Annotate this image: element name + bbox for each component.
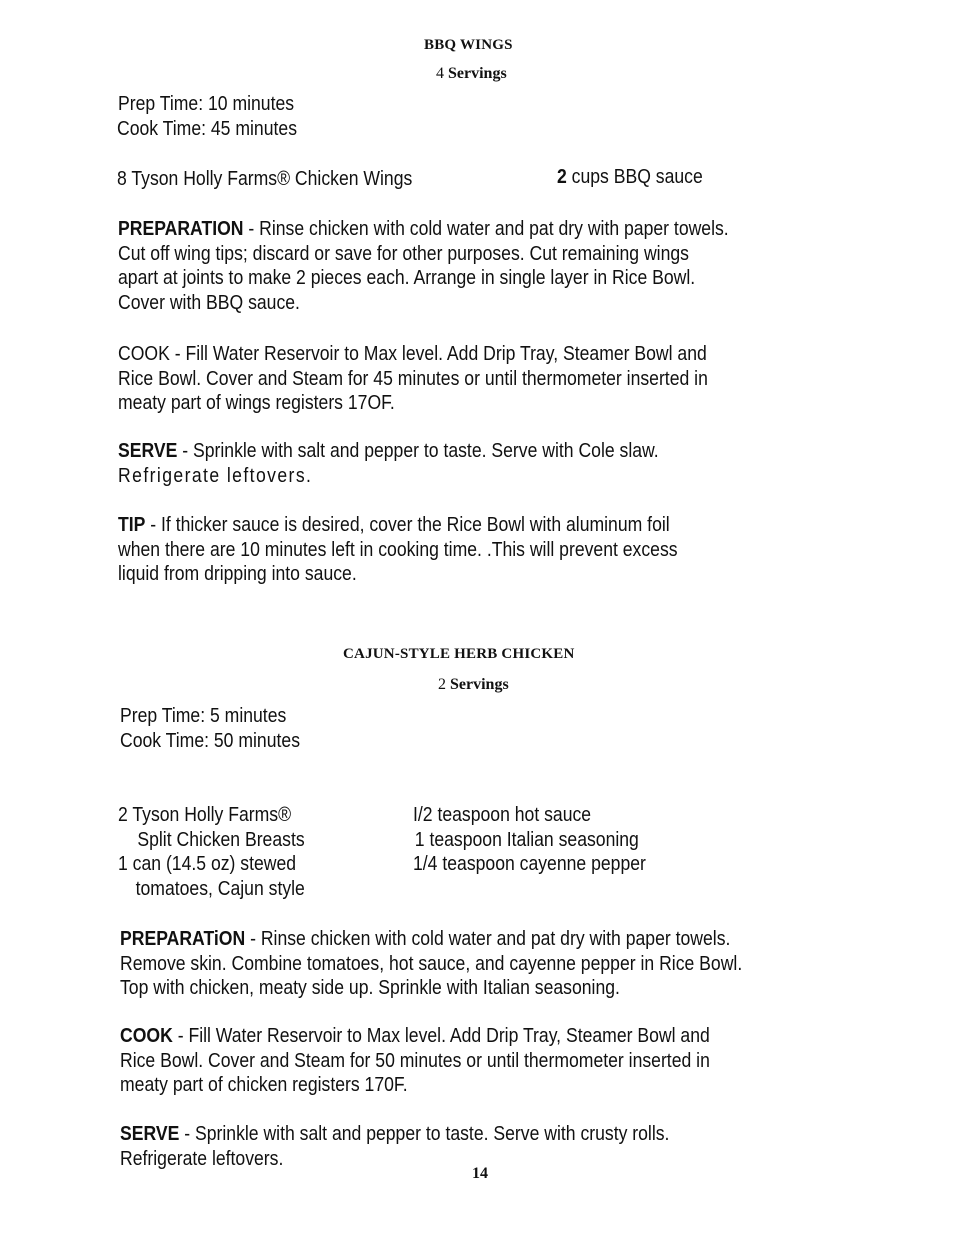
paragraph-line: Cover with BBQ sauce. xyxy=(118,291,300,314)
page-number: 14 xyxy=(472,1165,488,1182)
ingredients-left xyxy=(118,803,305,901)
servings-label: Servings xyxy=(448,65,507,82)
paragraph-line: Top with chicken, meaty side up. Sprinkle with Italian seasoning. xyxy=(120,977,620,999)
paragraph-line: when there are 10 minutes left in cooking time. .This will prevent excess xyxy=(118,538,678,561)
ingredient-item: tomatoes, Cajun style xyxy=(135,877,305,900)
paragraph-line: Rice Bowl. Cover and Steam for 50 minutes or until thermometer inserted in xyxy=(120,1049,710,1072)
ingredient-item: 1 can (14.5 oz) stewed xyxy=(118,853,297,875)
ingredient-item: I/2 teaspoon hot sauce xyxy=(413,804,592,826)
tip-section xyxy=(118,513,678,587)
paragraph-line: Refrigerate leftovers. xyxy=(120,1147,284,1170)
servings-line xyxy=(436,65,507,83)
cook-time: Cook Time: 50 minutes xyxy=(120,730,300,752)
ingredient-quantity: 2 xyxy=(557,166,567,188)
paragraph-line: - Rinse chicken with cold water and pat dry with paper towels. xyxy=(245,928,731,950)
paragraph-line: COOK - Fill Water Reservoir to Max level. Add Drip Tray, Steamer Bowl and xyxy=(118,343,707,365)
paragraph-line: Refrigerate leftovers. xyxy=(118,464,313,487)
prep-time: Prep Time: 5 minutes xyxy=(120,705,287,727)
prep-time: Prep Time: 10 minutes xyxy=(118,93,295,115)
tip-label: TIP xyxy=(118,514,146,536)
paragraph-line: - Fill Water Reservoir to Max level. Add Drip Tray, Steamer Bowl and xyxy=(172,1025,710,1047)
paragraph-line: apart at joints to make 2 pieces each. Arrange in single layer in Rice Bowl. xyxy=(118,267,696,289)
preparation-section xyxy=(118,217,729,315)
ingredient-item: Split Chicken Breasts xyxy=(137,828,305,851)
paragraph-line: - If thicker sauce is desired, cover the Rice Bowl with aluminum foil xyxy=(145,514,670,536)
serve-section xyxy=(118,439,659,488)
ingredient-item: 1/4 teaspoon cayenne pepper xyxy=(413,853,646,875)
cook-time: Cook Time: 45 minutes xyxy=(117,118,297,140)
ingredient-item: 2 Tyson Holly Farms® xyxy=(118,804,292,826)
preparation-label: PREPARATiON xyxy=(120,928,246,950)
paragraph-line: meaty part of wings registers 17OF. xyxy=(118,392,395,414)
ingredient-item: 8 Tyson Holly Farms® Chicken Wings xyxy=(117,168,413,190)
serve-label: SERVE xyxy=(118,440,178,462)
servings-line xyxy=(438,676,509,694)
cook-section xyxy=(118,342,708,416)
serve-label: SERVE xyxy=(120,1123,180,1145)
cook-label: COOK xyxy=(120,1025,173,1047)
paragraph-line: - Sprinkle with salt and pepper to taste. Serve with crusty rolls. xyxy=(179,1123,670,1145)
ingredient-item: 1 teaspoon Italian seasoning xyxy=(414,828,639,851)
paragraph-line: meaty part of chicken registers 170F. xyxy=(120,1074,408,1096)
paragraph-line: Rice Bowl. Cover and Steam for 45 minutes or until thermometer inserted in xyxy=(118,367,708,390)
preparation-section xyxy=(120,927,742,1001)
paragraph-line: - Rinse chicken with cold water and pat dry with paper towels. xyxy=(243,218,729,240)
preparation-label: PREPARATION xyxy=(118,218,244,240)
servings-label: Servings xyxy=(450,676,509,693)
servings-count: 2 xyxy=(438,676,446,693)
paragraph-line: Cut off wing tips; discard or save for other purposes. Cut remaining wings xyxy=(118,242,689,265)
paragraph-line: Remove skin. Combine tomatoes, hot sauce, and cayenne pepper in Rice Bowl. xyxy=(120,952,743,975)
paragraph-line: - Sprinkle with salt and pepper to taste. Serve with Cole slaw. xyxy=(177,440,659,462)
ingredient-item xyxy=(557,165,703,190)
serve-section xyxy=(120,1122,669,1171)
ingredient-text: cups BBQ sauce xyxy=(566,166,703,188)
recipe-title: CAJUN-STYLE HERB CHICKEN xyxy=(343,646,575,662)
servings-count: 4 xyxy=(436,65,444,82)
paragraph-line: liquid from dripping into sauce. xyxy=(118,563,357,585)
cook-section xyxy=(120,1024,710,1098)
recipe-title: BBQ WINGS xyxy=(424,37,513,53)
ingredients-right xyxy=(413,803,646,877)
